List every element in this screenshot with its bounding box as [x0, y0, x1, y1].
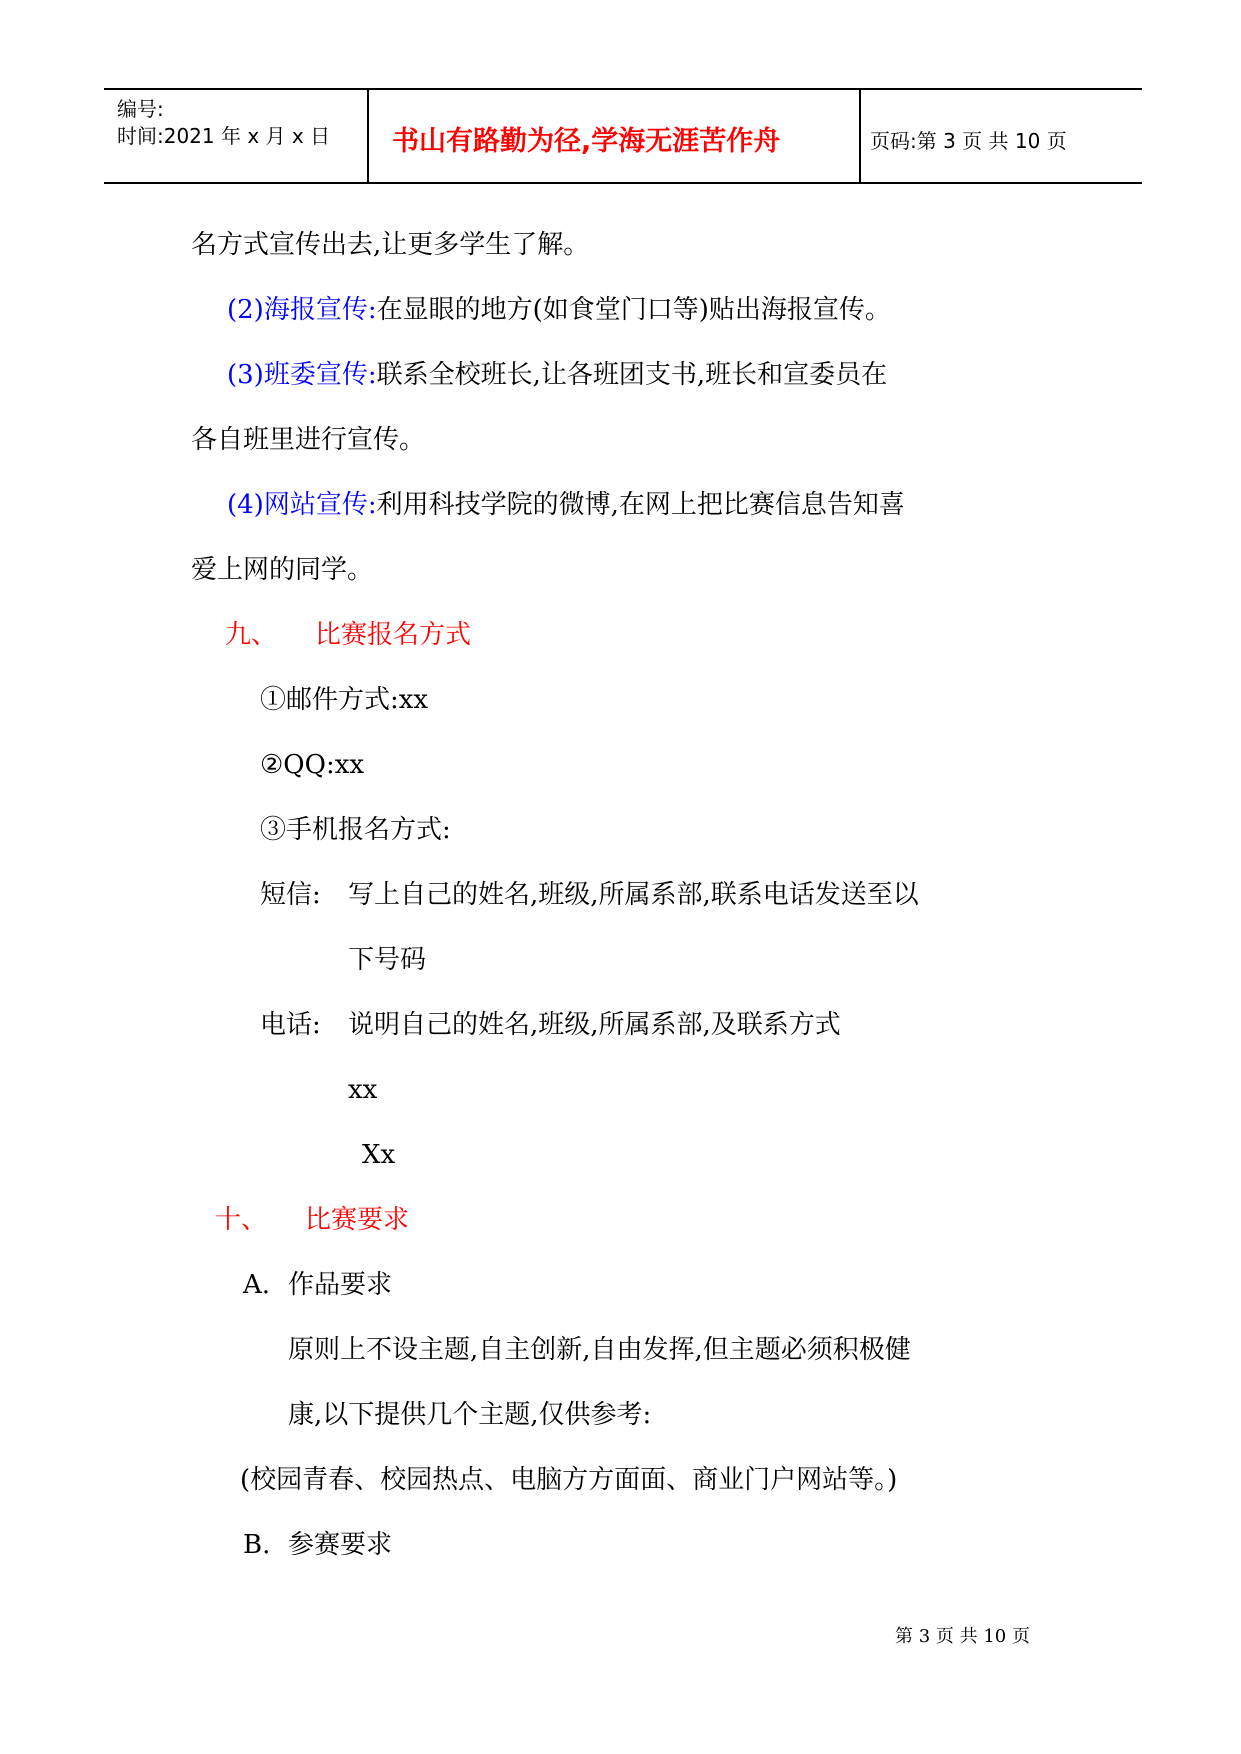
header-page-label: 页码:第 3 页 共 10 页: [870, 129, 1067, 153]
signup-email: ①邮件方式:xx: [260, 685, 429, 715]
signup-phone: ③手机报名方式:: [260, 815, 451, 845]
list-item-poster-label: (2)海报宣传:: [227, 295, 377, 325]
list-item-committee: [227, 359, 887, 391]
header-time-label: 时间:2021 年 x 月 x 日: [117, 124, 331, 148]
section-9-number: 九、: [225, 620, 278, 650]
sms-text: 写上自己的姓名,班级,所属系部,联系电话发送至以: [348, 880, 919, 910]
subsection-a-title: 作品要求: [288, 1270, 393, 1300]
signup-qq: ②QQ:xx: [260, 750, 365, 780]
sms-text-cont: 下号码: [348, 945, 427, 975]
list-item-website-label: (4)网站宣传:: [227, 490, 377, 520]
subsection-a-text-1: 原则上不设主题,自主创新,自由发挥,但主题必须积极健: [288, 1335, 911, 1365]
tel-text: 说明自己的姓名,班级,所属系部,及联系方式: [348, 1010, 841, 1040]
header-bottom-border: [104, 182, 1142, 184]
subsection-a-text-2: 康,以下提供几个主题,仅供参考:: [288, 1400, 652, 1430]
header-number-label: 编号:: [117, 97, 164, 121]
header-top-border: [104, 88, 1142, 90]
tel-label: 电话:: [260, 1010, 321, 1040]
header-divider-right: [859, 89, 861, 183]
subsection-b-label: B.: [243, 1530, 271, 1560]
list-item-website-cont: 爱上网的同学。: [191, 555, 374, 585]
list-item-website: [227, 489, 905, 521]
list-item-committee-label: (3)班委宣传:: [227, 360, 377, 390]
list-item-committee-text: 联系全校班长,让各班团支书,班长和宣委员在: [376, 360, 888, 390]
subsection-a-label: A.: [243, 1270, 271, 1300]
subsection-b-title: 参赛要求: [288, 1530, 393, 1560]
theme-list: (校园青春、校园热点、电脑方方面面、商业门户网站等。): [240, 1465, 898, 1495]
section-10-title: 比赛要求: [305, 1205, 410, 1235]
list-item-committee-cont: 各自班里进行宣传。: [191, 425, 426, 455]
list-item-poster: [227, 294, 891, 326]
footer-page-number: 第 3 页 共 10 页: [895, 1626, 1030, 1647]
contact-value-2: Xx: [362, 1140, 396, 1170]
contact-value-1: xx: [348, 1075, 378, 1105]
list-item-website-text: 利用科技学院的微博,在网上把比赛信息告知喜: [376, 490, 905, 520]
section-9-title: 比赛报名方式: [315, 620, 472, 650]
paragraph-continuation: 名方式宣传出去,让更多学生了解。: [191, 230, 590, 260]
list-item-poster-text: 在显眼的地方(如食堂门口等)贴出海报宣传。: [376, 295, 891, 325]
header-divider-left: [367, 89, 369, 183]
section-10-number: 十、: [215, 1205, 268, 1235]
header-motto: 书山有路勤为径,学海无涯苦作舟: [392, 126, 781, 157]
sms-label: 短信:: [260, 880, 321, 910]
